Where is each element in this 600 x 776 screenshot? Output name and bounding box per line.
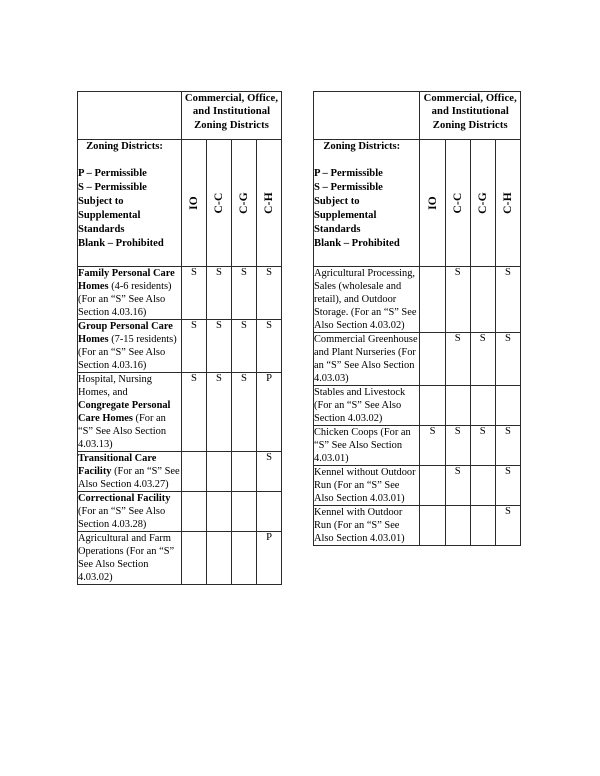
table-row bbox=[78, 492, 282, 532]
permission-cell-c-g bbox=[232, 452, 257, 492]
use-type-cell bbox=[78, 452, 182, 492]
table-row bbox=[78, 320, 282, 373]
use-type-note: Commercial Greenhouse and Plant Nurseries (For an “S” See Also Section 4.03.03) bbox=[314, 334, 418, 384]
use-type-note: Kennel without Outdoor Run (For an “S” See Also Section 4.03.01) bbox=[314, 467, 416, 504]
column-header-cg-label: C-G bbox=[476, 192, 489, 214]
permission-cell-c-h: S bbox=[257, 452, 282, 492]
use-type-cell bbox=[314, 466, 420, 506]
permission-cell-c-g bbox=[470, 386, 495, 426]
legend-line-1: P – Permissible bbox=[314, 167, 383, 179]
permission-cell-io: S bbox=[182, 267, 207, 320]
table-row bbox=[314, 267, 521, 333]
permission-cell-io bbox=[420, 267, 445, 333]
use-type-note: Agricultural Processing, Sales (wholesale and retail), and Outdoor Storage. (For an “S” See Also Section 4.03.02) bbox=[314, 268, 417, 331]
legend-cell bbox=[314, 140, 420, 267]
use-type-note: (7-15 residents) (For an “S” See Also Section 4.03.16) bbox=[78, 334, 177, 371]
use-type-cell bbox=[314, 333, 420, 386]
use-type-cell bbox=[78, 492, 182, 532]
column-header-cc bbox=[207, 140, 232, 267]
table-row bbox=[78, 373, 282, 452]
permission-cell-c-h: S bbox=[495, 426, 520, 466]
permission-cell-c-g: S bbox=[232, 267, 257, 320]
permission-cell-c-c bbox=[207, 452, 232, 492]
table-row bbox=[314, 506, 521, 546]
permission-cell-c-c: S bbox=[207, 267, 232, 320]
table-row bbox=[314, 426, 521, 466]
use-type-cell bbox=[314, 386, 420, 426]
permission-cell-c-h: S bbox=[495, 466, 520, 506]
column-header-io bbox=[182, 140, 207, 267]
legend-title: Zoning Districts: bbox=[323, 141, 401, 152]
permission-cell-io bbox=[420, 333, 445, 386]
permission-cell-c-c bbox=[445, 386, 470, 426]
permission-cell-c-h: S bbox=[495, 267, 520, 333]
column-header-io bbox=[420, 140, 445, 267]
use-type-name: Correctional Facility bbox=[78, 493, 171, 504]
table-row bbox=[78, 532, 282, 585]
permission-cell-c-g: S bbox=[232, 320, 257, 373]
use-type-note: (For an “S” See Also Section 4.03.13) bbox=[78, 413, 167, 450]
column-header-ch-label: C-H bbox=[501, 192, 514, 214]
use-type-name: Congregate Personal Care Homes bbox=[78, 400, 171, 424]
permission-cell-c-h: S bbox=[257, 320, 282, 373]
table-row bbox=[78, 267, 282, 320]
use-type-note: (For an “S” See Also Section 4.03.28) bbox=[78, 506, 166, 530]
table-body-right bbox=[314, 267, 521, 546]
table-header-row-legend bbox=[78, 140, 282, 267]
permission-cell-c-g: S bbox=[470, 426, 495, 466]
permission-cell-c-c: S bbox=[207, 320, 232, 373]
permission-cell-c-c: S bbox=[445, 426, 470, 466]
table-row bbox=[78, 452, 282, 492]
legend-line-4: Supplemental bbox=[78, 209, 141, 221]
column-header-cg-label: C-G bbox=[238, 192, 250, 214]
legend-line-2: S – Permissible bbox=[78, 181, 147, 193]
legend-cell bbox=[78, 140, 182, 267]
use-type-cell bbox=[314, 426, 420, 466]
permission-cell-c-c: S bbox=[445, 333, 470, 386]
permission-cell-c-h: S bbox=[257, 267, 282, 320]
permission-cell-c-g bbox=[232, 492, 257, 532]
use-type-cell bbox=[78, 373, 182, 452]
legend-line-3: Subject to bbox=[78, 195, 124, 207]
permission-cell-io: S bbox=[182, 373, 207, 452]
use-type-cell bbox=[314, 506, 420, 546]
use-type-cell bbox=[78, 532, 182, 585]
legend-line-4: Supplemental bbox=[314, 209, 377, 221]
zoning-use-table-right bbox=[313, 91, 521, 546]
permission-cell-io: S bbox=[182, 320, 207, 373]
use-type-cell bbox=[314, 267, 420, 333]
permission-cell-c-c: S bbox=[445, 466, 470, 506]
table-header-row-group bbox=[78, 92, 282, 140]
permission-cell-io bbox=[182, 452, 207, 492]
legend-line-5: Standards bbox=[314, 223, 361, 235]
use-type-cell bbox=[78, 320, 182, 373]
use-type-note: (For an “S” See Also Section 4.03.27) bbox=[78, 466, 180, 490]
permission-cell-io: S bbox=[420, 426, 445, 466]
permission-cell-c-c: S bbox=[445, 267, 470, 333]
legend-line-5: Standards bbox=[78, 223, 125, 235]
table-body-left bbox=[78, 267, 282, 585]
legend-line-3: Subject to bbox=[314, 195, 360, 207]
permission-cell-io bbox=[420, 386, 445, 426]
use-type-note: Kennel with Outdoor Run (For an “S” See Also Section 4.03.01) bbox=[314, 507, 405, 544]
table-row bbox=[314, 466, 521, 506]
table-header-row-legend bbox=[314, 140, 521, 267]
permission-cell-c-h: S bbox=[495, 333, 520, 386]
permission-cell-c-c bbox=[207, 492, 232, 532]
permission-cell-io bbox=[182, 532, 207, 585]
legend-line-1: P – Permissible bbox=[78, 167, 147, 179]
use-type-note: Chicken Coops (For an “S” See Also Section 4.03.01) bbox=[314, 427, 411, 464]
use-type-prefix: Hospital, Nursing Homes, and bbox=[78, 374, 152, 398]
permission-cell-c-h: P bbox=[257, 373, 282, 452]
table-header-row-group bbox=[314, 92, 521, 140]
permission-cell-c-h bbox=[257, 492, 282, 532]
permission-cell-c-c: S bbox=[207, 373, 232, 452]
table-row bbox=[314, 333, 521, 386]
permission-cell-io bbox=[420, 466, 445, 506]
use-type-note: (4-6 residents) (For an “S” See Also Section 4.03.16) bbox=[78, 281, 172, 318]
permission-cell-c-c bbox=[207, 532, 232, 585]
district-group-header: Commercial, Office, and Institutional Zoning Districts bbox=[420, 92, 521, 140]
permission-cell-c-g bbox=[470, 267, 495, 333]
column-header-io-label: IO bbox=[188, 196, 200, 210]
header-corner-blank bbox=[314, 92, 420, 140]
table-row bbox=[314, 386, 521, 426]
use-type-cell bbox=[78, 267, 182, 320]
use-type-name: Group Personal Care Homes bbox=[78, 321, 173, 345]
permission-cell-c-h: S bbox=[495, 506, 520, 546]
permission-cell-c-g bbox=[470, 466, 495, 506]
column-header-ch bbox=[257, 140, 282, 267]
permission-cell-c-g bbox=[232, 532, 257, 585]
use-type-note: Agricultural and Farm Operations (For an “S” See Also Section 4.03.02) bbox=[78, 533, 175, 583]
permission-cell-c-h bbox=[495, 386, 520, 426]
legend-title: Zoning Districts: bbox=[86, 141, 163, 152]
column-header-cc bbox=[445, 140, 470, 267]
permission-cell-io bbox=[182, 492, 207, 532]
column-header-cc-label: C-C bbox=[451, 192, 464, 214]
legend-line-6: Blank – Prohibited bbox=[314, 237, 400, 249]
column-header-cg bbox=[232, 140, 257, 267]
permission-cell-c-c bbox=[445, 506, 470, 546]
column-header-ch-label: C-H bbox=[263, 192, 276, 214]
legend-line-6: Blank – Prohibited bbox=[78, 237, 164, 249]
use-type-name: Family Personal Care Homes bbox=[78, 268, 175, 292]
zoning-use-table-left bbox=[77, 91, 282, 585]
legend-line-2: S – Permissible bbox=[314, 181, 383, 193]
header-corner-blank bbox=[78, 92, 182, 140]
use-type-note: Stables and Livestock (For an “S” See Also Section 4.03.02) bbox=[314, 387, 406, 424]
permission-cell-c-g: S bbox=[470, 333, 495, 386]
permission-cell-c-g: S bbox=[232, 373, 257, 452]
permission-cell-c-h: P bbox=[257, 532, 282, 585]
district-group-header: Commercial, Office, and Institutional Zoning Districts bbox=[182, 92, 282, 140]
permission-cell-io bbox=[420, 506, 445, 546]
permission-cell-c-g bbox=[470, 506, 495, 546]
column-header-cg bbox=[470, 140, 495, 267]
column-header-cc-label: C-C bbox=[213, 192, 225, 214]
use-type-name: Transitional Care Facility bbox=[78, 453, 157, 477]
column-header-io-label: IO bbox=[426, 196, 439, 210]
column-header-ch bbox=[495, 140, 520, 267]
